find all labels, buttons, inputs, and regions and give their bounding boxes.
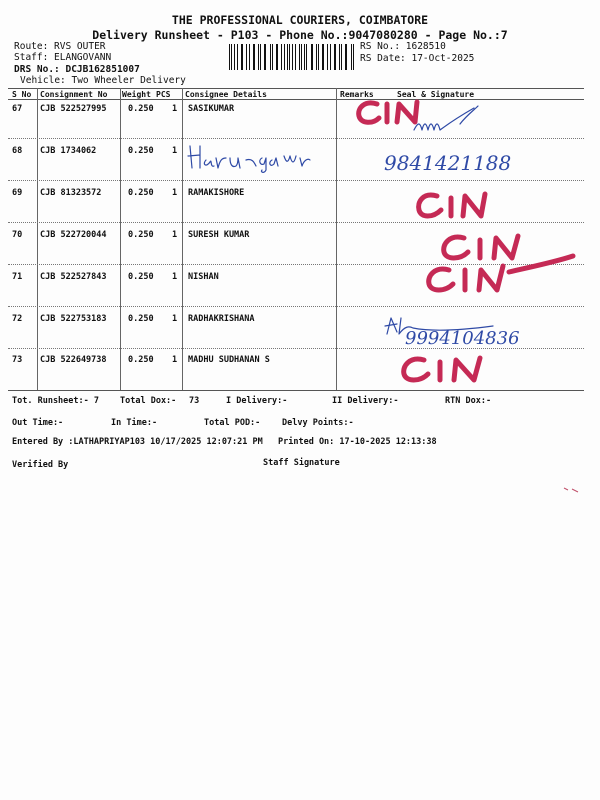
row-divider bbox=[8, 222, 584, 223]
cell-weight: 0.250 bbox=[128, 314, 154, 324]
table-header-rule bbox=[8, 99, 584, 100]
barcode-bar bbox=[346, 44, 347, 70]
cell-consignee: SURESH KUMAR bbox=[188, 230, 250, 240]
cell-consignment-no: CJB 522527995 bbox=[40, 104, 107, 114]
barcode-bar bbox=[246, 44, 247, 70]
barcode-bar bbox=[272, 44, 273, 70]
barcode-bar bbox=[250, 44, 251, 70]
cell-weight: 0.250 bbox=[128, 104, 154, 114]
cell-pcs: 1 bbox=[172, 146, 178, 156]
cin-stamp-row-73 bbox=[400, 350, 510, 386]
staff-signature: Staff Signature bbox=[263, 458, 340, 468]
col-header-pcs: PCS bbox=[156, 90, 171, 99]
cell-sno: 70 bbox=[12, 230, 23, 240]
barcode-bar bbox=[349, 44, 350, 70]
cell-sno: 71 bbox=[12, 272, 23, 282]
cin-stamp-row-69 bbox=[415, 188, 505, 222]
phone-text-row-68: 9841421188 bbox=[384, 151, 512, 175]
col-divider bbox=[336, 88, 337, 390]
row-divider bbox=[8, 306, 584, 307]
barcode-bar bbox=[308, 44, 309, 70]
barcode-bar bbox=[287, 44, 288, 70]
printed-on: Printed On: 17-10-2025 12:13:38 bbox=[278, 437, 437, 447]
barcode-bar bbox=[256, 44, 257, 70]
barcode-bar bbox=[244, 44, 245, 70]
cell-consignee: RADHAKRISHANA bbox=[188, 314, 255, 324]
runsheet-subtitle: Delivery Runsheet - P103 - Phone No.:9047080280 - Page No.:7 bbox=[92, 28, 508, 42]
barcode-bar bbox=[281, 44, 282, 70]
table-top-rule bbox=[8, 88, 584, 89]
barcode-bar bbox=[320, 44, 321, 70]
col-header-remarks: Remarks bbox=[340, 90, 374, 99]
cell-pcs: 1 bbox=[172, 272, 178, 282]
cell-pcs: 1 bbox=[172, 188, 178, 198]
barcode-bar bbox=[299, 44, 300, 70]
handwritten-phone-row-68 bbox=[384, 146, 524, 178]
tot-runsheet: Tot. Runsheet:- 7 bbox=[12, 396, 99, 406]
cell-weight: 0.250 bbox=[128, 272, 154, 282]
cell-weight: 0.250 bbox=[128, 355, 154, 365]
barcode-bar bbox=[331, 44, 332, 70]
total-pod: Total POD:- bbox=[204, 418, 261, 428]
col-header-consignee: Consignee Details bbox=[185, 90, 267, 99]
handwritten-mark-row-72 bbox=[383, 314, 533, 350]
cell-consignment-no: CJB 1734062 bbox=[40, 146, 97, 156]
col-header-sno: S No bbox=[12, 90, 32, 99]
barcode-bar bbox=[234, 44, 235, 70]
cell-sno: 69 bbox=[12, 188, 23, 198]
cell-consignee: SASIKUMAR bbox=[188, 104, 235, 114]
col-header-seal-signature: Seal & Signature bbox=[397, 90, 475, 99]
cell-pcs: 1 bbox=[172, 104, 178, 114]
table-bottom-rule bbox=[8, 390, 584, 391]
barcode-bar bbox=[237, 44, 238, 70]
total-dox-value: 73 bbox=[189, 396, 200, 406]
barcode-bar bbox=[306, 44, 307, 70]
handwritten-name-row-68 bbox=[186, 142, 316, 172]
barcode-bar bbox=[261, 44, 262, 70]
vehicle-label: Vehicle: Two Wheeler Delivery bbox=[20, 75, 186, 86]
staff-label: Staff: ELANGOVANN bbox=[14, 52, 112, 63]
rtn-dox: RTN Dox:- bbox=[445, 396, 492, 406]
row-divider bbox=[8, 138, 584, 139]
entered-by: Entered By :LATHAPRIYAP103 10/17/2025 12:07:21 PM bbox=[12, 437, 263, 447]
barcode bbox=[229, 44, 357, 70]
cell-consignment-no: CJB 522720044 bbox=[40, 230, 107, 240]
cell-consignment-no: CJB 522527843 bbox=[40, 272, 107, 282]
stray-mark bbox=[562, 484, 582, 494]
rs-number: RS No.: 1628510 bbox=[360, 41, 446, 52]
cell-sno: 73 bbox=[12, 355, 23, 365]
cell-consignee: RAMAKISHORE bbox=[188, 188, 245, 198]
cell-consignment-no: CJB 522753183 bbox=[40, 314, 107, 324]
barcode-bar bbox=[229, 44, 230, 70]
col-header-weight: Weight bbox=[122, 90, 151, 99]
barcode-bar bbox=[323, 44, 324, 70]
cell-consignee: MADHU SUDHANAN S bbox=[188, 355, 270, 365]
signature-row-67 bbox=[412, 102, 482, 138]
barcode-bar bbox=[337, 44, 338, 70]
col-divider bbox=[120, 88, 121, 390]
barcode-bar bbox=[354, 44, 355, 70]
col-divider bbox=[182, 88, 183, 390]
in-time: In Time:- bbox=[111, 418, 158, 428]
cell-pcs: 1 bbox=[172, 355, 178, 365]
barcode-bar bbox=[296, 44, 297, 70]
cell-pcs: 1 bbox=[172, 314, 178, 324]
barcode-bar bbox=[314, 44, 315, 70]
rs-date: RS Date: 17-Oct-2025 bbox=[360, 53, 475, 64]
cell-sno: 68 bbox=[12, 146, 23, 156]
barcode-bar bbox=[268, 44, 269, 70]
cell-sno: 72 bbox=[12, 314, 23, 324]
cell-sno: 67 bbox=[12, 104, 23, 114]
barcode-bar bbox=[292, 44, 293, 70]
drs-number: DRS No.: DCJB162851007 bbox=[14, 64, 140, 75]
cin-stamp-row-71 bbox=[425, 252, 585, 298]
cell-consignment-no: CJB 81323572 bbox=[40, 188, 102, 198]
cell-consignment-no: CJB 522649738 bbox=[40, 355, 107, 365]
route-label: Route: RVS OUTER bbox=[14, 41, 106, 52]
barcode-bar bbox=[330, 44, 331, 70]
barcode-bar bbox=[279, 44, 280, 70]
i-delivery: I Delivery:- bbox=[226, 396, 288, 406]
barcode-bar bbox=[264, 44, 265, 70]
col-header-consignment: Consignment No bbox=[40, 90, 108, 99]
verified-by: Verified By bbox=[12, 460, 69, 470]
out-time: Out Time:- bbox=[12, 418, 64, 428]
col-divider bbox=[37, 88, 38, 390]
cell-weight: 0.250 bbox=[128, 230, 154, 240]
phone-text-row-72: 9994104836 bbox=[405, 328, 520, 349]
company-name: THE PROFESSIONAL COURIERS, COIMBATORE bbox=[171, 13, 429, 27]
delvy-points: Delvy Points:- bbox=[282, 418, 354, 428]
row-divider bbox=[8, 180, 584, 181]
total-dox-label: Total Dox:- bbox=[120, 396, 177, 406]
ii-delivery: II Delivery:- bbox=[332, 396, 399, 406]
cell-weight: 0.250 bbox=[128, 146, 154, 156]
barcode-bar bbox=[341, 44, 342, 70]
cell-weight: 0.250 bbox=[128, 188, 154, 198]
cell-consignee: NISHAN bbox=[188, 272, 219, 282]
cell-pcs: 1 bbox=[172, 230, 178, 240]
